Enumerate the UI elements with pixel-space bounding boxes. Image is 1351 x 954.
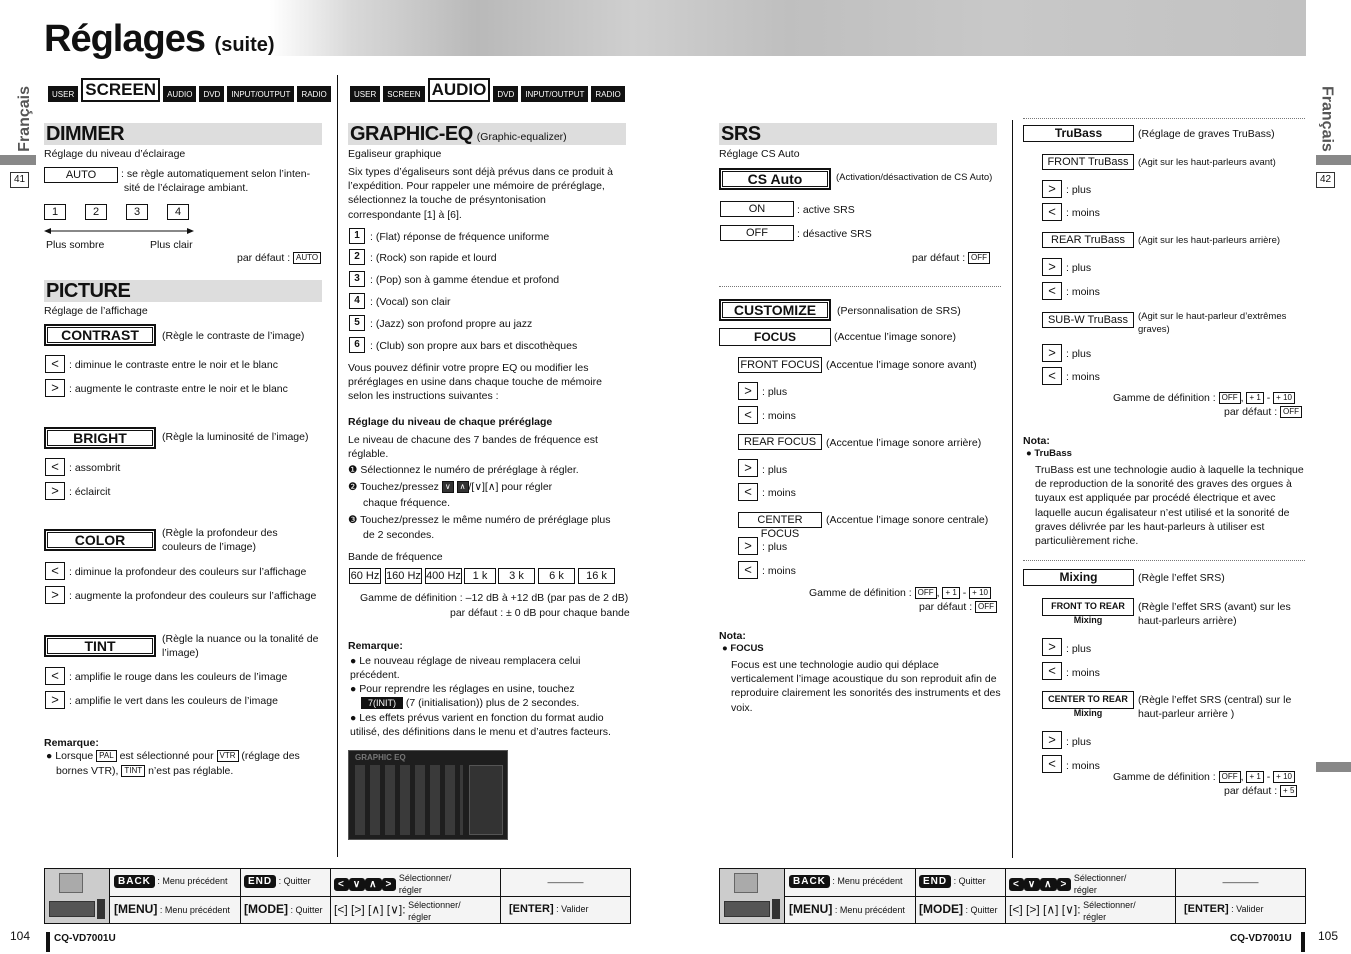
front-focus-plus[interactable]: > <box>738 382 758 400</box>
band-1k[interactable]: 1 k <box>464 568 496 584</box>
trubass-nota-name: ● TruBass <box>1026 448 1072 459</box>
tab-radio[interactable]: RADIO <box>297 86 330 102</box>
tab-user[interactable]: USER <box>48 86 78 102</box>
rear-trubass-plus[interactable]: > <box>1042 258 1062 276</box>
menu-tabs-audio <box>350 78 625 102</box>
preset-4-desc: : (Vocal) son clair <box>370 296 451 308</box>
end-button[interactable]: END <box>919 875 951 888</box>
dimmer-auto-button[interactable]: AUTO <box>44 167 118 183</box>
band-16k[interactable]: 16 k <box>578 568 615 584</box>
tab-page-right: 42 <box>1316 172 1335 188</box>
dimmer-level-4[interactable]: 4 <box>167 204 189 220</box>
remote-icon <box>772 899 780 919</box>
geq-default: par défaut : ± 0 dB pour chaque bande <box>450 607 630 619</box>
srs-divider <box>719 286 1001 287</box>
bright-plus-button[interactable]: > <box>45 482 65 500</box>
color-plus-desc: : augmente la profondeur des couleurs sur l’affichage <box>69 590 317 602</box>
arrow-up-key[interactable]: ∧ <box>365 878 381 891</box>
footer-menu: [MENU] : Menu précédent <box>786 897 916 923</box>
center-focus-minus[interactable]: < <box>738 561 758 579</box>
front-trubass-minus-desc: : moins <box>1066 207 1100 219</box>
front-to-rear-mixing-desc: (Règle l’effet SRS (avant) sur les haut-parleurs arrière) <box>1138 601 1291 628</box>
srs-off-button[interactable]: OFF <box>720 225 794 241</box>
remote-icon <box>97 899 105 919</box>
footer-enter: [ENTER] : Valider <box>1184 903 1264 915</box>
tint-desc: (Règle la nuance ou la tonalité de l’image) <box>162 633 319 660</box>
front-focus-plus-desc: : plus <box>762 386 788 398</box>
center-focus-button[interactable]: CENTER FOCUS <box>738 512 822 528</box>
page-title: Réglages (suite) <box>44 18 275 60</box>
contrast-plus-desc: : augmente le contraste entre le noir et le blanc <box>69 383 288 395</box>
preset-1-desc: : (Flat) réponse de fréquence uniforme <box>370 231 550 243</box>
bright-minus-desc: : assombrit <box>69 462 121 474</box>
rear-trubass-minus[interactable]: < <box>1042 282 1062 300</box>
tab-screen[interactable]: SCREEN <box>81 78 160 102</box>
tint-minus-desc: : amplifie le rouge dans les couleurs de l’image <box>69 671 288 683</box>
focus-desc: (Accentue l’image sonore) <box>834 331 956 343</box>
model-left: CQ-VD7001U <box>54 933 116 944</box>
ftr-mixing-plus-desc: : plus <box>1066 643 1092 655</box>
front-to-rear-mixing-button[interactable]: FRONT TO REAR Mixing <box>1042 598 1134 616</box>
ctr-mixing-plus[interactable]: > <box>1042 731 1062 749</box>
tab-page-left: 41 <box>10 172 29 188</box>
ctr-mixing-plus-desc: : plus <box>1066 736 1092 748</box>
footer-select: < ∨ ∧ > Sélectionner/ régler <box>1006 869 1176 896</box>
mixing-desc: (Règle l’effet SRS) <box>1138 572 1225 584</box>
geq-range: Gamme de définition : –12 dB à +12 dB (par pas de 2 dB) <box>360 592 629 604</box>
geq-remark-title: Remarque: <box>348 640 403 652</box>
center-to-rear-mixing-button[interactable]: CENTER TO REAR Mixing <box>1042 691 1134 709</box>
geq-step-1: ❶ Sélectionnez le numéro de préréglage à régler. <box>348 464 579 476</box>
contrast-plus-button[interactable]: > <box>45 379 65 397</box>
srs-nota-title: Nota: <box>719 630 746 642</box>
footer-mode: [MODE] : Quitter <box>916 897 1006 923</box>
geq-remark-2: ● Pour reprendre les réglages en usine, touchez <box>350 683 575 695</box>
front-focus-desc: (Accentue l’image sonore avant) <box>826 359 977 371</box>
mixing-divider <box>1023 560 1305 561</box>
tab-user[interactable]: USER <box>350 86 380 102</box>
preset-1-button[interactable]: 1 <box>349 228 365 244</box>
srs-default: par défaut : OFF <box>912 251 990 265</box>
color-button[interactable]: COLOR <box>44 529 156 551</box>
front-trubass-plus[interactable]: > <box>1042 180 1062 198</box>
tint-minus-button[interactable]: < <box>45 667 65 685</box>
ctr-mixing-minus[interactable]: < <box>1042 755 1062 773</box>
tab-audio[interactable]: AUDIO <box>163 86 196 102</box>
tab-dvd[interactable]: DVD <box>493 86 518 102</box>
ftr-mixing-plus[interactable]: > <box>1042 638 1062 656</box>
geq-screen-title: GRAPHIC EQ <box>355 753 406 762</box>
rear-focus-minus-desc: : moins <box>762 487 796 499</box>
page-mark-left <box>46 932 50 952</box>
bright-plus-desc: : éclaircit <box>69 486 111 498</box>
mixing-range: Gamme de définition : OFF , + 1 - + 10 <box>1113 770 1295 784</box>
srs-nota-text: Focus est une technologie audio qui déplace verticalement l’image acoustique du son reproduit afin de reproduire clairement les sonorités des instruments et des voix. <box>731 659 1001 714</box>
rear-focus-plus[interactable]: > <box>738 459 758 477</box>
center-focus-plus[interactable]: > <box>738 537 758 555</box>
footer-enter: [ENTER] : Valider <box>509 903 589 915</box>
dimmer-level-2[interactable]: 2 <box>85 204 107 220</box>
geq-heading: GRAPHIC-EQ (Graphic-equalizer) <box>348 123 626 145</box>
trubass-top-divider <box>1023 118 1305 119</box>
mixing-button[interactable]: Mixing <box>1023 569 1134 586</box>
page-mark-right <box>1301 932 1305 952</box>
customize-button[interactable]: CUSTOMIZE <box>719 299 831 321</box>
geq-screen-image <box>348 750 508 840</box>
arrow-left-key[interactable]: < <box>1009 878 1024 891</box>
preset-2-button[interactable]: 2 <box>349 249 365 265</box>
footer-empty: ———— <box>1222 877 1259 887</box>
model-right: CQ-VD7001U <box>1230 933 1292 944</box>
touch-hand-icon <box>734 873 758 893</box>
color-desc: (Règle la profondeur des couleurs de l’image) <box>162 527 278 554</box>
band-6k[interactable]: 6 k <box>538 568 575 584</box>
cs-auto-desc: (Activation/désactivation de CS Auto) <box>836 172 993 183</box>
language-label-right: Français <box>1318 86 1336 152</box>
picture-desc: Réglage de l’affichage <box>44 305 148 317</box>
mixing-default: par défaut : + 5 <box>1224 784 1297 798</box>
tab-radio[interactable]: RADIO <box>591 86 624 102</box>
contrast-desc: (Règle le contraste de l’image) <box>162 330 305 342</box>
customize-desc: (Personnalisation de SRS) <box>837 305 961 317</box>
footer-arrows: [<] [>] [∧] [∨]: Sélectionner/ régler <box>1006 897 1176 923</box>
preset-3-desc: : (Pop) son à gamme étendue et profond <box>370 274 560 286</box>
arrow-right-key[interactable]: > <box>382 878 397 891</box>
color-minus-button[interactable]: < <box>45 562 65 580</box>
preset-6-button[interactable]: 6 <box>349 337 365 353</box>
rear-focus-desc: (Accentue l’image sonore arrière) <box>826 437 982 449</box>
rear-trubass-plus-desc: : plus <box>1066 262 1092 274</box>
preset-3-button[interactable]: 3 <box>349 271 365 287</box>
color-minus-desc: : diminue la profondeur des couleurs sur l’affichage <box>69 566 307 578</box>
front-trubass-plus-desc: : plus <box>1066 184 1092 196</box>
footer-select: < ∨ ∧ > Sélectionner/ régler <box>331 869 501 896</box>
srs-range: Gamme de définition : OFF , + 1 - + 10 <box>809 586 991 600</box>
end-button[interactable]: END <box>244 875 276 888</box>
srs-on-desc: : active SRS <box>797 204 855 216</box>
center-focus-minus-desc: : moins <box>762 565 796 577</box>
footer-menu: [MENU] : Menu précédent <box>111 897 241 923</box>
dimmer-heading: DIMMER <box>44 123 322 145</box>
geq-level-desc: Le niveau de chacune des 7 bandes de fréquence est réglable. <box>348 434 598 461</box>
geq-level-title: Réglage du niveau de chaque préréglage <box>348 416 553 428</box>
page-number-left: 104 <box>10 929 31 943</box>
subw-trubass-minus[interactable]: < <box>1042 367 1062 385</box>
trubass-nota-text: TruBass est une technologie audio à laquelle la technique de reproduction de la sonorité des graves des orgues à tuyaux est appliquée par procédé électrique et avec laquelle aucun égalisateur n’est utilisé et la sonorité de graves délivrée par les haut-parleurs à utiliser est particulièrement riche. <box>1035 464 1304 547</box>
side-bar-right-lower <box>1316 762 1351 772</box>
arrow-left-key[interactable]: < <box>334 878 349 891</box>
band-60hz[interactable]: 60 Hz <box>350 570 380 582</box>
dimmer-desc: Réglage du niveau d’éclairage <box>44 148 186 160</box>
dimmer-auto-desc: : se règle automatiquement selon l’inten- sité de l’éclairage ambiant. <box>121 168 311 195</box>
cs-auto-button[interactable]: CS Auto <box>719 168 831 190</box>
side-bar-right <box>1316 155 1351 165</box>
back-button[interactable]: BACK <box>789 875 830 888</box>
front-focus-minus-desc: : moins <box>762 410 796 422</box>
contrast-minus-button[interactable]: < <box>45 355 65 373</box>
trubass-range: Gamme de définition : OFF , + 1 - + 10 <box>1113 391 1295 405</box>
geq-step-2: ❷ Touchez/pressez ∨ ∧ /[∨][∧] pour régler <box>348 481 553 493</box>
footer-right <box>719 868 1306 924</box>
ftr-mixing-minus[interactable]: < <box>1042 662 1062 680</box>
srs-default-2: par défaut : OFF <box>919 600 997 614</box>
arrow-down-key[interactable]: ∨ <box>1024 878 1040 891</box>
ctr-mixing-minus-desc: : moins <box>1066 760 1100 772</box>
touch-hand-icon <box>59 873 83 893</box>
subw-trubass-button[interactable]: SUB-W TruBass <box>1042 312 1134 328</box>
bright-button[interactable]: BRIGHT <box>44 427 156 449</box>
language-label-left: Français <box>16 86 33 152</box>
srs-heading: SRS <box>719 123 997 145</box>
rear-focus-button[interactable]: REAR FOCUS <box>738 434 822 450</box>
front-focus-minus[interactable]: < <box>738 406 758 424</box>
dimmer-darker: Plus sombre <box>46 239 105 251</box>
picture-remark-title: Remarque: <box>44 737 99 749</box>
column-divider-1 <box>337 75 338 857</box>
rear-trubass-button[interactable]: REAR TruBass <box>1042 232 1134 248</box>
dimmer-level-3[interactable]: 3 <box>126 204 148 220</box>
front-trubass-button[interactable]: FRONT TruBass <box>1042 154 1134 170</box>
tint-plus-button[interactable]: > <box>45 691 65 709</box>
tint-button[interactable]: TINT <box>44 635 156 657</box>
front-trubass-minus[interactable]: < <box>1042 203 1062 221</box>
subw-trubass-desc: (Agit sur le haut-parleur d’extrêmes graves) <box>1138 311 1287 335</box>
rear-focus-plus-desc: : plus <box>762 464 788 476</box>
footer-end: END : Quitter <box>916 869 1006 896</box>
picture-remark-line2: bornes VTR), TINT n’est pas réglable. <box>56 765 234 777</box>
band-400hz[interactable]: 400 Hz <box>426 570 461 582</box>
preset-6-desc: : (Club) son propre aux bars et discothèques <box>370 340 578 352</box>
tint-plus-desc: : amplifie le vert dans les couleurs de l’image <box>69 695 278 707</box>
color-plus-button[interactable]: > <box>45 586 65 604</box>
srs-desc: Réglage CS Auto <box>719 148 800 160</box>
geq-step-2b: chaque fréquence. <box>363 497 450 509</box>
contrast-button[interactable]: CONTRAST <box>44 324 156 346</box>
band-3k[interactable]: 3 k <box>498 568 535 584</box>
subw-trubass-plus[interactable]: > <box>1042 344 1062 362</box>
front-trubass-desc: (Agit sur les haut-parleurs avant) <box>1138 157 1276 168</box>
srs-off-desc: : désactive SRS <box>797 228 872 240</box>
arrow-up-key[interactable]: ∧ <box>1040 878 1056 891</box>
focus-button[interactable]: FOCUS <box>719 328 831 346</box>
dimmer-lighter: Plus clair <box>150 239 193 251</box>
rear-focus-minus[interactable]: < <box>738 483 758 501</box>
banner-road-image <box>270 0 1306 56</box>
dimmer-level-1[interactable]: 1 <box>44 204 66 220</box>
tab-audio[interactable]: AUDIO <box>428 78 491 102</box>
footer-back: BACK : Menu précédent <box>111 869 241 896</box>
tab-dvd[interactable]: DVD <box>199 86 224 102</box>
bright-minus-button[interactable]: < <box>45 458 65 476</box>
column-divider-2 <box>1012 120 1013 858</box>
contrast-minus-desc: : diminue le contraste entre le noir et le blanc <box>69 359 278 371</box>
center-to-rear-mixing-desc: (Règle l’effet SRS (central) sur le haut-parleur arrière ) <box>1138 694 1292 721</box>
footer-mode: [MODE] : Quitter <box>241 897 331 923</box>
page-number-right: 105 <box>1318 929 1339 943</box>
subw-trubass-minus-desc: : moins <box>1066 371 1100 383</box>
menu-tabs-screen <box>48 78 331 102</box>
footer-back: BACK : Menu précédent <box>786 869 916 896</box>
rear-trubass-desc: (Agit sur les haut-parleurs arrière) <box>1138 235 1281 246</box>
picture-heading: PICTURE <box>44 280 322 302</box>
footer-left <box>44 868 631 924</box>
head-unit-icon <box>49 901 95 917</box>
preset-4-button[interactable]: 4 <box>349 293 365 309</box>
srs-nota-focus: ● FOCUS <box>722 643 764 654</box>
subw-trubass-plus-desc: : plus <box>1066 348 1092 360</box>
front-focus-button[interactable]: FRONT FOCUS <box>738 357 822 373</box>
back-button[interactable]: BACK <box>114 875 155 888</box>
center-focus-desc: (Accentue l’image sonore centrale) <box>826 514 989 526</box>
ftr-mixing-minus-desc: : moins <box>1066 667 1100 679</box>
preset-5-button[interactable]: 5 <box>349 315 365 331</box>
arrow-right-key[interactable]: > <box>1057 878 1072 891</box>
geq-remark-3: ● Les effets prévus varient en fonction du format audio utilisé, des définitions dans le menu et d’autres facteurs. <box>350 712 611 739</box>
geq-step-3b: de 2 secondes. <box>363 529 435 541</box>
footer-end: END : Quitter <box>241 869 331 896</box>
dimmer-default: par défaut : AUTO <box>237 251 321 265</box>
footer-empty: ———— <box>547 877 584 887</box>
tab-io[interactable]: INPUT/OUTPUT <box>521 86 588 102</box>
tab-io[interactable]: INPUT/OUTPUT <box>227 86 294 102</box>
rear-trubass-minus-desc: : moins <box>1066 286 1100 298</box>
side-bar-left <box>0 155 36 165</box>
trubass-nota-title: Nota: <box>1023 435 1050 447</box>
geq-screen-presets <box>469 765 503 835</box>
trubass-button[interactable]: TruBass <box>1023 125 1134 142</box>
dimmer-range-arrow <box>44 226 194 236</box>
geq-screen-sliders <box>355 765 463 835</box>
bright-desc: (Règle la luminosité de l’image) <box>162 431 309 443</box>
srs-on-button[interactable]: ON <box>720 201 794 217</box>
trubass-desc: (Réglage de graves TruBass) <box>1138 128 1275 140</box>
preset-5-desc: : (Jazz) son profond propre au jazz <box>370 318 533 330</box>
geq-desc: Egaliseur graphique <box>348 148 442 160</box>
picture-remark-line1: ● Lorsque PAL est sélectionné pour VTR (réglage des <box>46 750 300 762</box>
geq-step-3: ❸ Touchez/pressez le même numéro de préréglage plus <box>348 514 611 526</box>
geq-band-label: Bande de fréquence <box>348 551 443 563</box>
center-focus-plus-desc: : plus <box>762 541 788 553</box>
arrow-down-key[interactable]: ∨ <box>349 878 365 891</box>
geq-remark-2b: 7(INIT) (7 (initialisation)) plus de 2 secondes. <box>361 696 579 710</box>
trubass-default: par défaut : OFF <box>1224 405 1302 419</box>
geq-intro: Six types d’égaliseurs sont déjà prévus dans ce produit à l’expédition. Pour rappeler une mémoire de préréglage, sélectionnez la touche de présyntonisation correspondante [1] à [6]. <box>348 166 613 221</box>
preset-2-desc: : (Rock) son rapide et lourd <box>370 252 497 264</box>
footer-arrows: [<] [>] [∧] [∨]: Sélectionner/ régler <box>331 897 501 923</box>
geq-remark-1: ● Le nouveau réglage de niveau remplacera celui précédent. <box>350 655 581 682</box>
band-160hz[interactable]: 160 Hz <box>386 570 421 582</box>
tab-screen[interactable]: SCREEN <box>383 86 424 102</box>
geq-custom: Vous pouvez définir votre propre EQ ou modifier les préréglages en usine dans chaque touche de mémoire selon les instructions suivantes : <box>348 362 602 403</box>
head-unit-icon <box>724 901 770 917</box>
